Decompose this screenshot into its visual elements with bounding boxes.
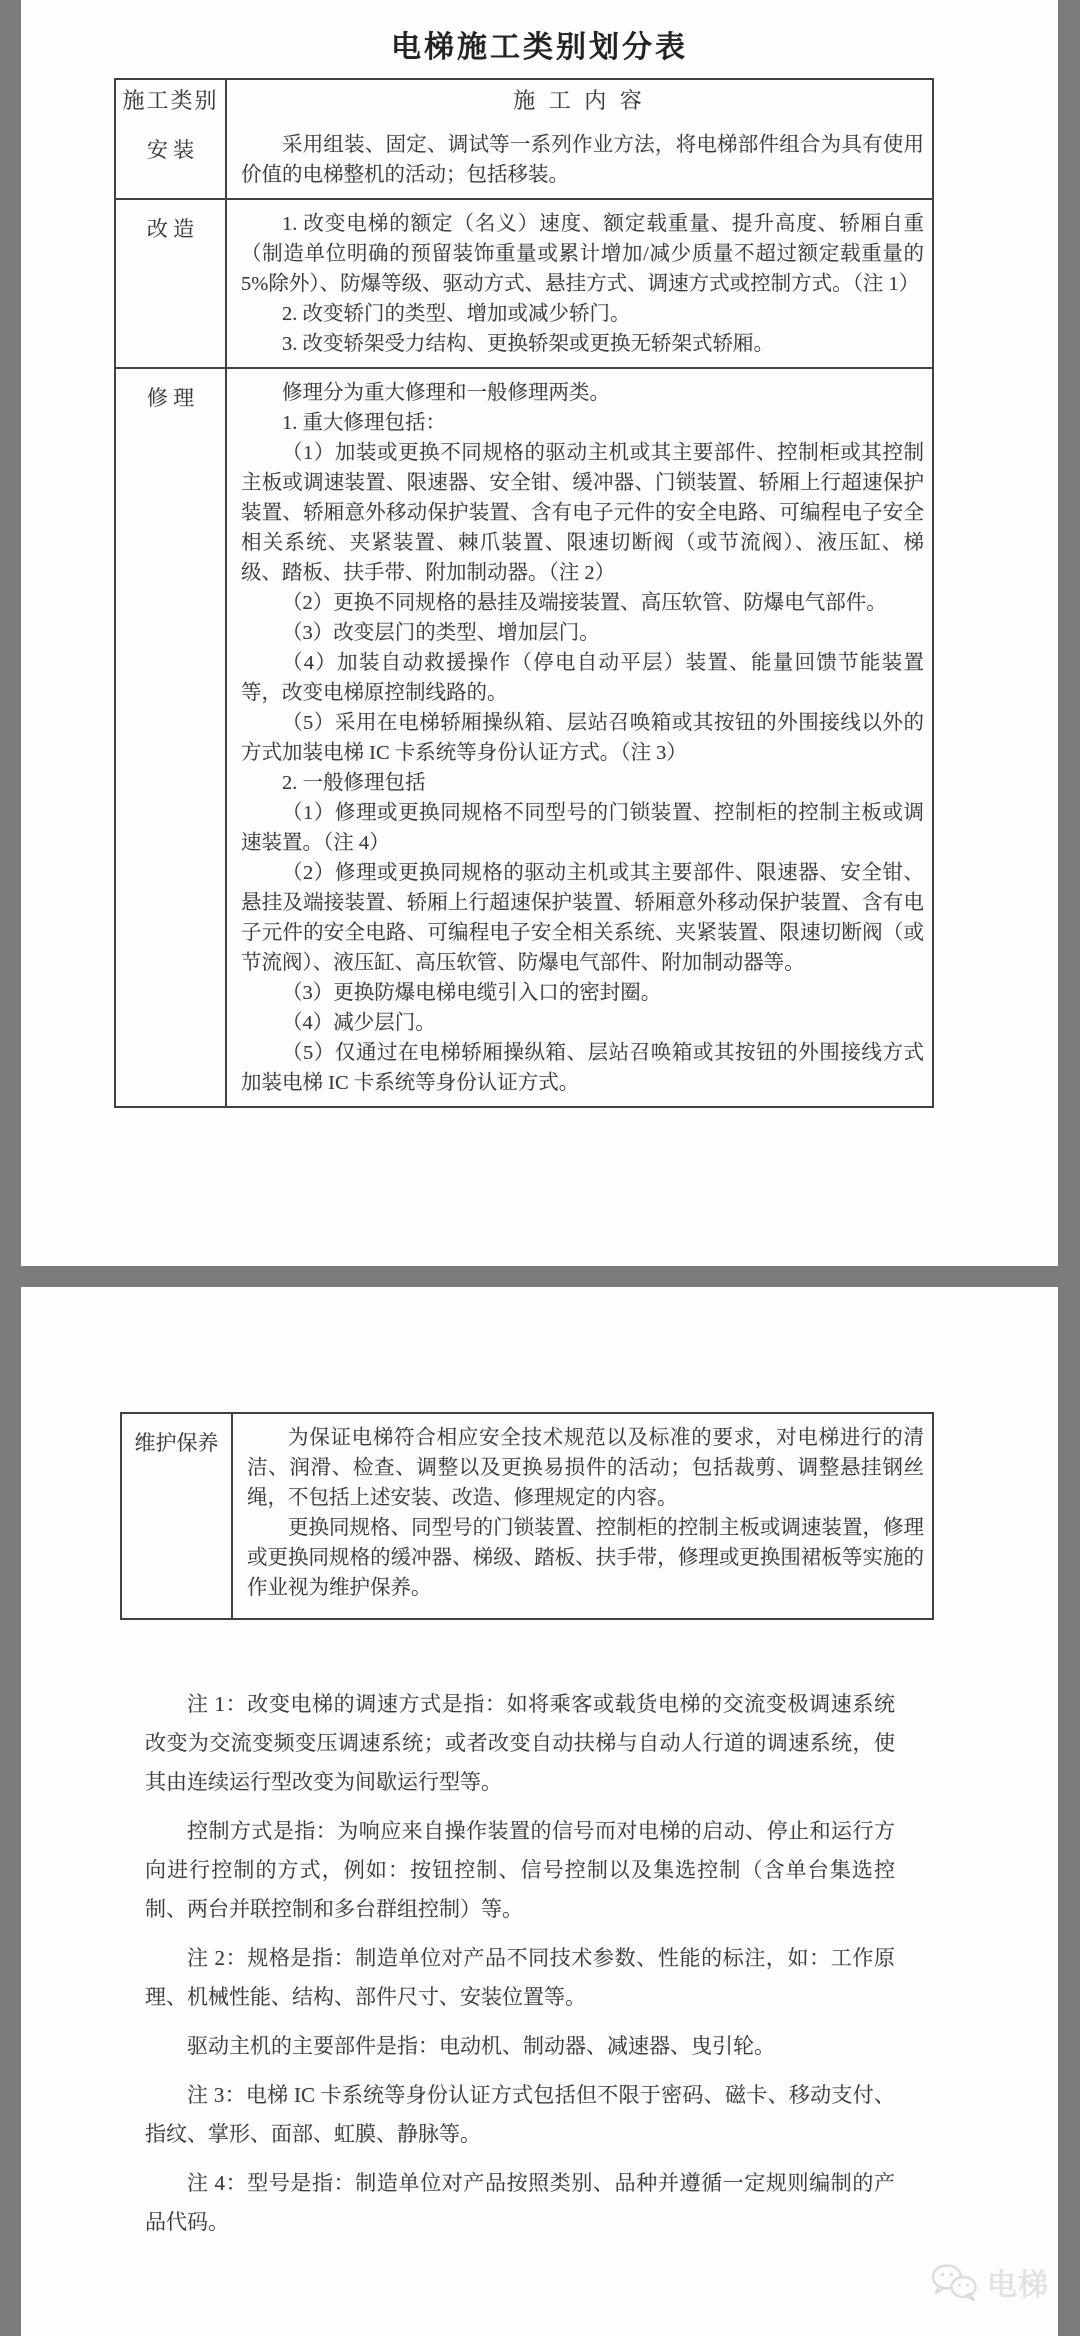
content-paragraph: （2）修理或更换同规格的驱动主机或其主要部件、限速器、安全钳、悬挂及端接装置、轿厢上行超速保护装置、轿厢意外移动保护装置、含有电子元件的安全电路、可编程电子安全相关系统、夹紧装置、限速切断阀（或节流阀）、液压缸、高压软管、防爆电气部件、附加制动器等。 (241, 862, 924, 974)
header-content: 施 工 内 容 (513, 88, 646, 113)
document-title: 电梯施工类别划分表 (391, 31, 688, 64)
table-row (116, 367, 932, 1106)
content-paragraph: 更换同规格、同型号的门锁装置、控制柜的控制主板或调速装置，修理或更换同规格的缓冲器、梯级、踏板、扶手带，修理或更换围裙板等实施的作业视为维护保养。 (247, 1517, 924, 1599)
content-paragraph: （4）减少层门。 (282, 1012, 436, 1034)
watermark-label: 电梯 (987, 2269, 1049, 2302)
content-paragraph: 1. 重大修理包括： (282, 412, 446, 434)
row-content (227, 369, 932, 1106)
content-paragraph: （3）更换防爆电梯电缆引入口的密封圈。 (282, 982, 662, 1004)
note-paragraph: 驱动主机的主要部件是指：电动机、制动器、减速器、曳引轮。 (187, 2034, 775, 2058)
content-paragraph: 修理分为重大修理和一般修理两类。 (282, 382, 610, 404)
content-paragraph: （1）修理或更换同规格不同型号的门锁装置、控制柜的控制主板或调速装置。（注 4） (241, 802, 924, 854)
header-category: 施工类别 (116, 80, 227, 121)
row-label: 修 理 (116, 369, 227, 1106)
content-paragraph: （5）仅通过在电梯轿厢操纵箱、层站召唤箱或其按钮的外围接线方式加装电梯 IC 卡系统等身份认证方式。 (241, 1042, 924, 1094)
table-row (116, 121, 932, 198)
content-paragraph: 3. 改变轿架受力结构、更换轿架或更换无轿架式轿厢。 (282, 333, 774, 355)
row-content (227, 200, 932, 367)
table-body (116, 121, 932, 1106)
table-row (122, 1414, 932, 1618)
content-paragraph: （4）加装自动救援操作（停电自动平层）装置、能量回馈节能装置等，改变电梯原控制线路的。 (241, 652, 924, 704)
table-body (122, 1414, 932, 1618)
maintenance-table (120, 1412, 934, 1620)
watermark (930, 2260, 1049, 2304)
construction-category-table (114, 78, 934, 1108)
note-paragraph: 注 2：规格是指：制造单位对产品不同技术参数、性能的标注，如：工作原理、机械性能、结构、部件尺寸、安装位置等。 (145, 1946, 895, 2009)
document-page-1 (21, 0, 1058, 1266)
footnotes-section (145, 1685, 895, 2252)
row-label: 改 造 (116, 200, 227, 367)
wechat-icon (930, 2262, 980, 2302)
document-page-2 (21, 1287, 1058, 2336)
content-paragraph: （2）更换不同规格的悬挂及端接装置、高压软管、防爆电气部件。 (282, 592, 887, 614)
content-paragraph: 为保证电梯符合相应安全技术规范以及标准的要求，对电梯进行的清洁、润滑、检查、调整以及更换易损件的活动；包括裁剪、调整悬挂钢丝绳，不包括上述安装、改造、修理规定的内容。 (247, 1427, 924, 1509)
content-paragraph: 2. 一般修理包括 (282, 772, 426, 794)
content-paragraph: （5）采用在电梯轿厢操纵箱、层站召唤箱或其按钮的外围接线以外的方式加装电梯 IC 卡系统等身份认证方式。（注 3） (241, 712, 924, 764)
content-paragraph: 采用组装、固定、调试等一系列作业方法，将电梯部件组合为具有使用价值的电梯整机的活动；包括移装。 (241, 134, 924, 186)
note-paragraph: 控制方式是指：为响应来自操作装置的信号而对电梯的启动、停止和运行方向进行控制的方式，例如：按钮控制、信号控制以及集选控制（含单台集选控制、两台并联控制和多台群组控制）等。 (145, 1819, 895, 1921)
content-paragraph: （3）改变层门的类型、增加层门。 (282, 622, 600, 644)
row-content (233, 1414, 932, 1618)
table-header-row (116, 80, 932, 121)
table-row (116, 198, 932, 367)
note-paragraph: 注 1：改变电梯的调速方式是指：如将乘客或载货电梯的交流变极调速系统改变为交流变频变压调速系统；或者改变自动扶梯与自动人行道的调速系统，使其由连续运行型改变为间歇运行型等。 (145, 1692, 895, 1794)
note-paragraph: 注 3：电梯 IC 卡系统等身份认证方式包括但不限于密码、磁卡、移动支付、指纹、掌形、面部、虹膜、静脉等。 (145, 2083, 895, 2146)
content-paragraph: 2. 改变轿门的类型、增加或减少轿门。 (282, 303, 631, 325)
note-paragraph: 注 4：型号是指：制造单位对产品按照类别、品种并遵循一定规则编制的产品代码。 (145, 2171, 895, 2234)
content-paragraph: 1. 改变电梯的额定（名义）速度、额定载重量、提升高度、轿厢自重（制造单位明确的预留装饰重量或累计增加/减少质量不超过额定载重量的 5%除外）、防爆等级、驱动方式、悬挂方式、调速方式或控制方式。（注 1） (241, 213, 924, 295)
content-paragraph: （1）加装或更换不同规格的驱动主机或其主要部件、控制柜或其控制主板或调速装置、限速器、安全钳、缓冲器、门锁装置、轿厢上行超速保护装置、轿厢意外移动保护装置、含有电子元件的安全电路、可编程电子安全相关系统、夹紧装置、棘爪装置、限速切断阀（或节流阀）、液压缸、梯级、踏板、扶手带、附加制动器。（注 2） (241, 442, 924, 584)
row-label: 维护保养 (122, 1414, 233, 1618)
row-content (227, 121, 932, 198)
row-label: 安 装 (116, 121, 227, 198)
